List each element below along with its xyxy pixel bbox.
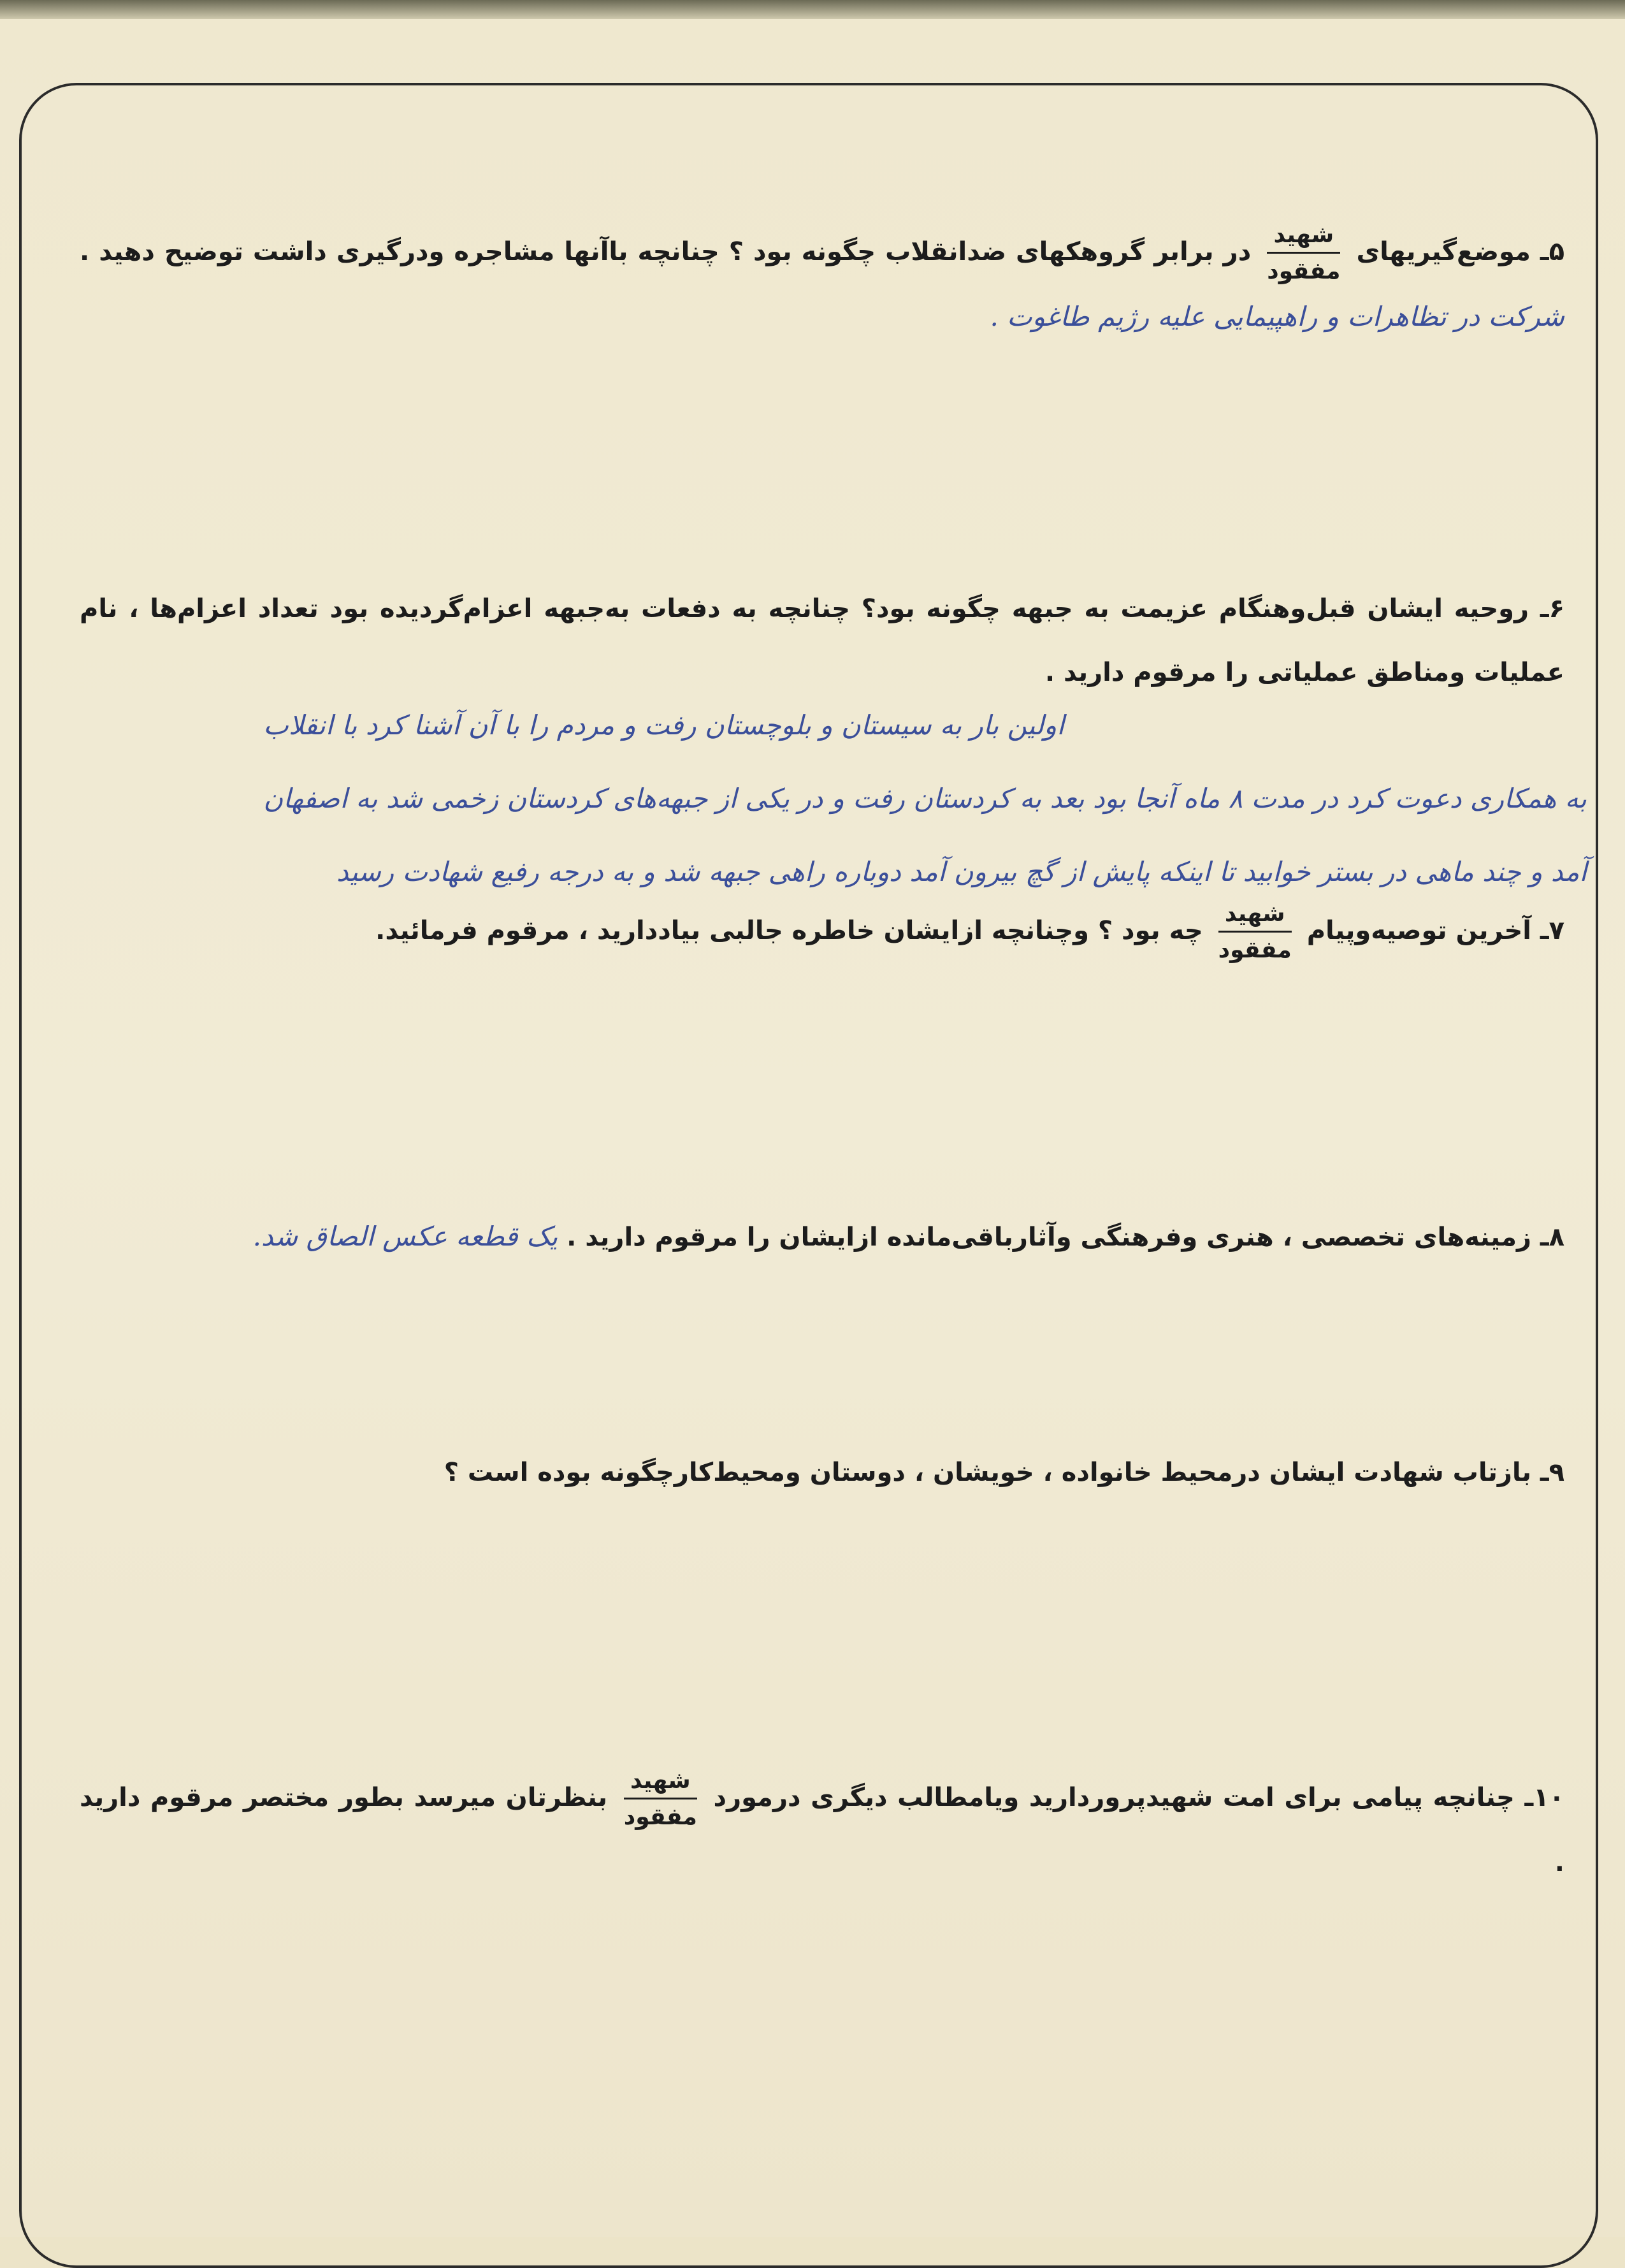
scan-edge-shadow xyxy=(0,0,1625,19)
question-9-text: ۹ـ بازتاب شهادت ایشان درمحیط خانواده ، خویشان ، دوستان ومحیط‌کارچگونه بوده است ؟ xyxy=(444,1458,1564,1487)
question-6 xyxy=(80,577,1564,704)
question-10-part1: ۱۰ـ چنانچه پیامی برای امت شهیدپروردارید ویامطالب دیگری درمورد xyxy=(713,1783,1565,1812)
answer-line: به همکاری دعوت کرد در مدت ۸ ماه آنجا بود بعد به کردستان رفت و در یکی از جبهه‌های کردستان زخمی شد به اصفهان xyxy=(263,783,1587,814)
question-7-part1: ۷ـ آخرین توصیه‌وپیام xyxy=(1306,916,1564,945)
question-8 xyxy=(80,1205,1564,1269)
fraction-bottom: مفقود xyxy=(1218,936,1292,963)
question-5-part1: ۵ـ موضع‌گیریهای xyxy=(1356,237,1564,266)
question-10 xyxy=(80,1766,1564,1894)
question-6-handwritten-answer xyxy=(25,688,1587,908)
question-9 xyxy=(80,1441,1564,1504)
question-7-part2: چه بود ؟ وچنانچه ازایشان خاطره جالبی بیاددارید ، مرقوم فرمائید. xyxy=(375,916,1203,945)
question-8-handwritten-answer: یک قطعه عکس الصاق شد. xyxy=(252,1221,558,1252)
fraction-bottom: مفقود xyxy=(1267,258,1341,284)
martyr-missing-fraction xyxy=(624,1767,697,1830)
answer-line: اولین بار به سیستان و بلوچستان رفت و مردم را با آن آشنا کرد با انقلاب xyxy=(263,709,1064,741)
martyr-missing-fraction xyxy=(1218,900,1292,963)
question-6-text: ۶ـ روحیه ایشان قبل‌وهنگام عزیمت به جبهه چگونه بود؟ چنانچه به دفعات به‌جبهه اعزام‌گردیده بود تعداد اعزام‌ها ، نام عملیات ومناطق عملیاتی را مرقوم دارید . xyxy=(80,594,1564,687)
question-5-part2: در برابر گروهکهای ضدانقلاب چگونه بود ؟ چنانچه باآنها مشاجره ودرگیری داشت توضیح دهید . xyxy=(80,237,1252,266)
answer-line: آمد و چند ماهی در بستر خوابید تا اینکه پایش از گچ بیرون آمد دوباره راهی جبهه شد و به درجه رفیع شهادت رسید xyxy=(336,856,1587,887)
fraction-top: شهید xyxy=(624,1767,697,1799)
page-border-frame xyxy=(19,83,1598,2268)
fraction-bottom: مفقود xyxy=(623,1803,697,1830)
martyr-missing-fraction xyxy=(1267,221,1340,284)
fraction-top: شهید xyxy=(1267,221,1340,253)
question-5-handwritten-answer: شرکت در تظاهرات و راهپیمایی علیه رژیم طاغوت . xyxy=(990,300,1564,332)
question-5 xyxy=(80,220,1564,349)
question-7 xyxy=(80,899,1564,964)
question-10-part2: بنظرتان میرسد بطور مختصر مرقوم دارید . xyxy=(80,1783,1564,1877)
question-8-text: ۸ـ زمینه‌های تخصصی ، هنری وفرهنگی وآثارباقی‌مانده ازایشان را مرقوم دارید . xyxy=(567,1223,1564,1252)
fraction-top: شهید xyxy=(1218,900,1292,932)
